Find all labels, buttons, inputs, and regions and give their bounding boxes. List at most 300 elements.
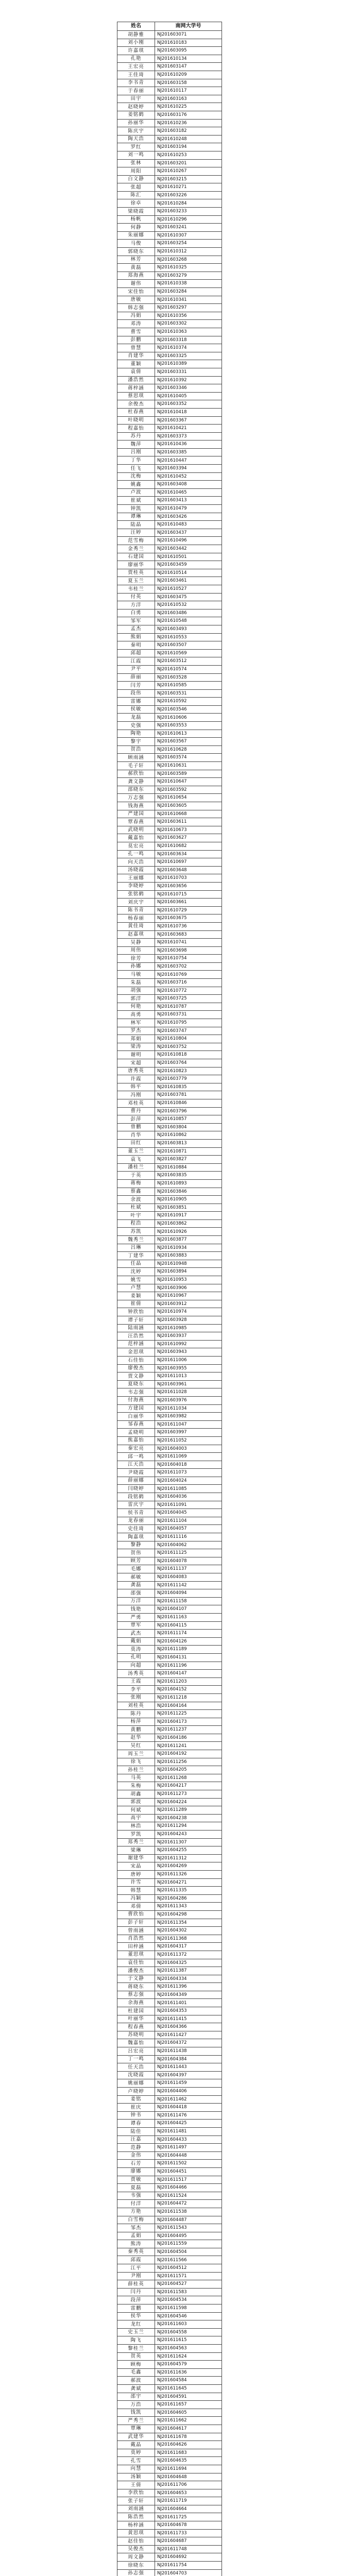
id-cell: NJ201610496 bbox=[155, 537, 222, 545]
table-row bbox=[117, 1131, 222, 1140]
id-cell: NJ201603512 bbox=[155, 657, 222, 666]
table-row bbox=[117, 1637, 222, 1646]
name-cell: 王倩 bbox=[117, 2481, 155, 2489]
name-cell: 赵佳怡 bbox=[117, 2537, 155, 2546]
name-cell: 顾梅 bbox=[117, 2361, 155, 2369]
name-cell: 孟娟 bbox=[117, 2232, 155, 2240]
name-cell: 邵强 bbox=[117, 1589, 155, 1598]
name-cell: 魏萍 bbox=[117, 440, 155, 449]
table-row bbox=[117, 2433, 222, 2441]
id-cell: NJ201611636 bbox=[155, 2368, 222, 2377]
id-cell: NJ201611137 bbox=[155, 1565, 222, 1573]
name-cell: 王丽娜 bbox=[117, 874, 155, 883]
id-cell: NJ201603176 bbox=[155, 111, 222, 119]
table-row bbox=[117, 722, 222, 730]
table-row bbox=[117, 2497, 222, 2505]
table-row bbox=[117, 2296, 222, 2304]
table-row bbox=[117, 1935, 222, 1943]
name-cell: 杨帆 bbox=[117, 215, 155, 224]
name-cell: 何静 bbox=[117, 224, 155, 232]
name-cell: 于春丽 bbox=[117, 87, 155, 95]
id-cell: NJ201611013 bbox=[155, 1372, 222, 1381]
name-cell: 蔡思琪 bbox=[117, 392, 155, 400]
name-cell: 姜铭鹤 bbox=[117, 111, 155, 119]
table-row bbox=[117, 1878, 222, 1887]
table-row bbox=[117, 2071, 222, 2079]
id-cell: NJ201603592 bbox=[155, 786, 222, 794]
id-cell: NJ201610715 bbox=[155, 890, 222, 899]
name-cell: 夏晓东 bbox=[117, 1380, 155, 1388]
id-cell: NJ201611125 bbox=[155, 1549, 222, 1557]
id-cell: NJ201604579 bbox=[155, 2361, 222, 2369]
table-row bbox=[117, 1364, 222, 1372]
id-cell: NJ201603182 bbox=[155, 127, 222, 135]
table-row bbox=[117, 425, 222, 433]
name-cell: 段伟 bbox=[117, 689, 155, 698]
table-row bbox=[117, 472, 222, 481]
id-cell: NJ201611294 bbox=[155, 1822, 222, 1831]
table-row bbox=[117, 2127, 222, 2136]
name-cell: 张超 bbox=[117, 183, 155, 192]
id-cell: NJ201603493 bbox=[155, 625, 222, 633]
table-row bbox=[117, 2280, 222, 2289]
name-cell: 郑娟 bbox=[117, 1035, 155, 1043]
table-row bbox=[117, 1228, 222, 1236]
name-cell: 郑秀兰 bbox=[117, 1838, 155, 1846]
name-cell: 史强 bbox=[117, 722, 155, 730]
id-cell: NJ201603331 bbox=[155, 368, 222, 376]
name-cell: 陈汇 bbox=[117, 191, 155, 199]
table-row bbox=[117, 625, 222, 633]
id-cell: NJ201611645 bbox=[155, 2384, 222, 2393]
id-cell: NJ201610741 bbox=[155, 939, 222, 947]
table-row bbox=[117, 2368, 222, 2377]
table-row bbox=[117, 649, 222, 657]
name-cell: 钟欣怡 bbox=[117, 1308, 155, 1316]
table-row bbox=[117, 2088, 222, 2096]
name-cell: 钟凯 bbox=[117, 505, 155, 513]
id-cell: NJ201604217 bbox=[155, 1782, 222, 1790]
table-row bbox=[117, 71, 222, 79]
name-cell: 邱超 bbox=[117, 649, 155, 657]
name-cell: 顾雨涵 bbox=[117, 754, 155, 762]
table-row bbox=[117, 1356, 222, 1364]
id-cell: NJ201610682 bbox=[155, 842, 222, 850]
id-cell: NJ201611343 bbox=[155, 1903, 222, 1911]
name-cell: 邹杰 bbox=[117, 2224, 155, 2232]
id-cell: NJ201610884 bbox=[155, 1163, 222, 1172]
name-cell: 谭春 bbox=[117, 2120, 155, 2128]
name-cell: 潘浩然 bbox=[117, 376, 155, 384]
table-row bbox=[117, 1927, 222, 1935]
name-cell: 刘庆宇 bbox=[117, 899, 155, 907]
name-cell: 赵华 bbox=[117, 1734, 155, 1742]
name-cell: 向超 bbox=[117, 1662, 155, 1670]
table-row bbox=[117, 79, 222, 87]
name-cell: 金思琪 bbox=[117, 1348, 155, 1357]
name-cell: 邱霞 bbox=[117, 2256, 155, 2264]
id-cell: NJ201611683 bbox=[155, 2449, 222, 2457]
name-cell: 范静 bbox=[117, 2144, 155, 2152]
name-cell: 杨梓涵 bbox=[117, 2521, 155, 2530]
id-cell: NJ201604192 bbox=[155, 1750, 222, 1758]
name-cell: 龙磊 bbox=[117, 714, 155, 722]
name-cell: 孙志强 bbox=[117, 2569, 155, 2576]
id-cell: NJ201611028 bbox=[155, 1388, 222, 1397]
table-row bbox=[117, 1509, 222, 1517]
id-cell: NJ201603297 bbox=[155, 304, 222, 312]
id-cell: NJ201603943 bbox=[155, 1348, 222, 1357]
name-cell: 王佳琦 bbox=[117, 71, 155, 79]
name-cell: 李欣怡 bbox=[117, 2489, 155, 2497]
id-cell: NJ201610772 bbox=[155, 987, 222, 995]
id-cell: NJ201603426 bbox=[155, 513, 222, 521]
table-row bbox=[117, 657, 222, 666]
id-cell: NJ201604057 bbox=[155, 1525, 222, 1533]
id-cell: NJ201611387 bbox=[155, 1967, 222, 1975]
id-cell: NJ201603955 bbox=[155, 1364, 222, 1372]
id-cell: NJ201603894 bbox=[155, 1268, 222, 1276]
id-cell: NJ201603835 bbox=[155, 1172, 222, 1180]
table-row bbox=[117, 1814, 222, 1822]
table-row bbox=[117, 1870, 222, 1878]
table-row bbox=[117, 633, 222, 641]
id-cell: NJ201604534 bbox=[155, 2296, 222, 2304]
id-cell: NJ201604605 bbox=[155, 2409, 222, 2417]
table-row bbox=[117, 231, 222, 240]
name-cell: 邹军 bbox=[117, 617, 155, 625]
table-row bbox=[117, 2304, 222, 2313]
name-cell: 沈梅 bbox=[117, 472, 155, 481]
table-row bbox=[117, 2007, 222, 2015]
table-row bbox=[117, 1501, 222, 1509]
name-cell: 贺浩 bbox=[117, 745, 155, 754]
name-cell: 万洋 bbox=[117, 1597, 155, 1605]
id-cell: NJ201611694 bbox=[155, 2465, 222, 2473]
name-cell: 钱凯 bbox=[117, 2409, 155, 2417]
table-row bbox=[117, 1107, 222, 1115]
name-cell: 陶艳 bbox=[117, 730, 155, 738]
table-row bbox=[117, 39, 222, 47]
table-row bbox=[117, 1035, 222, 1043]
name-cell: 万志强 bbox=[117, 794, 155, 802]
id-cell: NJ201604546 bbox=[155, 2312, 222, 2320]
table-row bbox=[117, 111, 222, 119]
table-row bbox=[117, 802, 222, 810]
id-cell: NJ201611524 bbox=[155, 2192, 222, 2200]
id-cell: NJ201610893 bbox=[155, 1179, 222, 1188]
name-cell: 顾芳 bbox=[117, 1557, 155, 1565]
name-cell: 杜建国 bbox=[117, 2007, 155, 2015]
id-cell: NJ201603413 bbox=[155, 497, 222, 505]
table-row bbox=[117, 95, 222, 103]
id-cell: NJ201611427 bbox=[155, 2031, 222, 2039]
table-row bbox=[117, 2473, 222, 2481]
id-cell: NJ201603937 bbox=[155, 1332, 222, 1341]
table-row bbox=[117, 1284, 222, 1292]
name-cell: 石建国 bbox=[117, 553, 155, 561]
name-cell: 蒋晓东 bbox=[117, 1983, 155, 1991]
id-cell: NJ201611443 bbox=[155, 2063, 222, 2072]
name-cell: 钱海燕 bbox=[117, 802, 155, 810]
id-cell: NJ201611241 bbox=[155, 1742, 222, 1750]
name-cell: 崔斌 bbox=[117, 497, 155, 505]
id-cell: NJ201611047 bbox=[155, 1420, 222, 1429]
table-row bbox=[117, 1533, 222, 1541]
name-cell: 孟晓明 bbox=[117, 1429, 155, 1437]
id-cell: NJ201610769 bbox=[155, 971, 222, 979]
table-row bbox=[117, 946, 222, 955]
name-cell: 许嘉琪 bbox=[117, 47, 155, 55]
id-cell: NJ201604617 bbox=[155, 2425, 222, 2433]
table-row bbox=[117, 408, 222, 416]
table-row bbox=[117, 2256, 222, 2264]
name-cell: 邵晓东 bbox=[117, 786, 155, 794]
name-cell: 汪嘉 bbox=[117, 2136, 155, 2144]
table-row bbox=[117, 2136, 222, 2144]
id-cell: NJ201603284 bbox=[155, 288, 222, 296]
table-row bbox=[117, 2505, 222, 2513]
id-cell: NJ201610392 bbox=[155, 376, 222, 384]
id-cell: NJ201603683 bbox=[155, 930, 222, 939]
name-cell: 陈丹 bbox=[117, 1710, 155, 1718]
table-row bbox=[117, 368, 222, 376]
table-row bbox=[117, 2144, 222, 2152]
table-row bbox=[117, 914, 222, 923]
table-row bbox=[117, 1276, 222, 1284]
table-row bbox=[117, 553, 222, 561]
id-cell: NJ201603531 bbox=[155, 689, 222, 698]
name-cell: 田红 bbox=[117, 1139, 155, 1147]
name-cell: 贺伟 bbox=[117, 1549, 155, 1557]
name-cell: 袁佳怡 bbox=[117, 1959, 155, 1967]
name-cell: 莫涛 bbox=[117, 1646, 155, 1654]
id-cell: NJ201604147 bbox=[155, 1670, 222, 1678]
table-row bbox=[117, 2208, 222, 2216]
id-cell: NJ201604173 bbox=[155, 1718, 222, 1726]
id-cell: NJ201611559 bbox=[155, 2240, 222, 2248]
id-cell: NJ201603459 bbox=[155, 561, 222, 569]
id-cell: NJ201611401 bbox=[155, 1999, 222, 2007]
table-row bbox=[117, 2320, 222, 2329]
name-cell: 刘小刚 bbox=[117, 39, 155, 47]
id-cell: NJ201603367 bbox=[155, 416, 222, 425]
name-cell: 闫丹 bbox=[117, 2288, 155, 2296]
table-row bbox=[117, 400, 222, 409]
id-cell: NJ201604653 bbox=[155, 2489, 222, 2497]
name-cell: 姜铭 bbox=[117, 2095, 155, 2104]
table-row bbox=[117, 2361, 222, 2369]
name-cell: 吕宏亮 bbox=[117, 2047, 155, 2056]
table-row bbox=[117, 1469, 222, 1477]
id-cell: NJ201611678 bbox=[155, 2433, 222, 2441]
id-cell: NJ201610926 bbox=[155, 1228, 222, 1236]
table-row bbox=[117, 2513, 222, 2521]
name-cell: 黄磊 bbox=[117, 264, 155, 272]
table-row bbox=[117, 529, 222, 537]
name-cell: 雷庆宇 bbox=[117, 1501, 155, 1509]
id-cell: NJ201611372 bbox=[155, 1951, 222, 1959]
name-cell: 田梓涵 bbox=[117, 1943, 155, 1951]
table-row bbox=[117, 545, 222, 553]
table-row bbox=[117, 665, 222, 673]
name-cell: 孔一鸣 bbox=[117, 850, 155, 858]
name-cell: 黎静 bbox=[117, 1541, 155, 1549]
id-cell: NJ201611069 bbox=[155, 1453, 222, 1461]
name-cell: 方洋 bbox=[117, 601, 155, 609]
name-cell: 肖华 bbox=[117, 1131, 155, 1140]
id-cell: NJ201611158 bbox=[155, 1597, 222, 1605]
name-cell: 黎宇 bbox=[117, 738, 155, 746]
table-row bbox=[117, 1734, 222, 1742]
id-cell: NJ201611218 bbox=[155, 1693, 222, 1702]
table-row bbox=[117, 1268, 222, 1276]
id-cell: NJ201611091 bbox=[155, 1501, 222, 1509]
table-row bbox=[117, 2441, 222, 2449]
table-row bbox=[117, 2553, 222, 2562]
table-row bbox=[117, 2039, 222, 2047]
table-row bbox=[117, 1597, 222, 1605]
table-row bbox=[117, 127, 222, 135]
id-cell: NJ201604687 bbox=[155, 2537, 222, 2546]
name-cell: 戴娟 bbox=[117, 1637, 155, 1646]
table-row bbox=[117, 1910, 222, 1919]
table-row bbox=[117, 2120, 222, 2128]
table-row bbox=[117, 376, 222, 384]
id-cell: NJ201603553 bbox=[155, 722, 222, 730]
name-cell: 赵嘉琪 bbox=[117, 930, 155, 939]
table-row bbox=[117, 208, 222, 216]
table-row bbox=[117, 745, 222, 754]
table-row bbox=[117, 826, 222, 834]
table-row bbox=[117, 1340, 222, 1348]
name-cell: 龙红 bbox=[117, 2320, 155, 2329]
id-cell: NJ201610703 bbox=[155, 874, 222, 883]
id-cell: NJ201603475 bbox=[155, 593, 222, 601]
table-row bbox=[117, 1493, 222, 1501]
table-row bbox=[117, 1790, 222, 1799]
table-row bbox=[117, 248, 222, 256]
name-cell: 徐芳 bbox=[117, 955, 155, 963]
id-cell: NJ201603716 bbox=[155, 979, 222, 987]
name-cell: 付英 bbox=[117, 593, 155, 601]
table-row bbox=[117, 834, 222, 842]
id-cell: NJ201604238 bbox=[155, 1814, 222, 1822]
table-row bbox=[117, 47, 222, 55]
id-cell: NJ201604302 bbox=[155, 1927, 222, 1935]
table-row bbox=[117, 1710, 222, 1718]
table-row bbox=[117, 1179, 222, 1188]
name-cell: 梁晓霞 bbox=[117, 208, 155, 216]
id-cell: NJ201604224 bbox=[155, 1798, 222, 1806]
name-cell: 曾鹏 bbox=[117, 1123, 155, 1131]
id-cell: NJ201610585 bbox=[155, 682, 222, 690]
id-cell: NJ201603877 bbox=[155, 1236, 222, 1244]
name-cell: 贾桂英 bbox=[117, 569, 155, 577]
id-cell: NJ201603442 bbox=[155, 545, 222, 553]
table-row bbox=[117, 569, 222, 577]
name-cell: 熊嘉怡 bbox=[117, 1436, 155, 1445]
table-row bbox=[117, 272, 222, 280]
name-cell: 郑海燕 bbox=[117, 272, 155, 280]
table-row bbox=[117, 1172, 222, 1180]
name-cell: 白文静 bbox=[117, 175, 155, 183]
table-row bbox=[117, 2393, 222, 2401]
id-cell: NJ201611237 bbox=[155, 1726, 222, 1734]
id-cell: NJ201603546 bbox=[155, 705, 222, 714]
name-cell: 杨萍 bbox=[117, 1718, 155, 1726]
table-row bbox=[117, 601, 222, 609]
table-row bbox=[117, 962, 222, 971]
name-cell: 龚磊 bbox=[117, 1581, 155, 1589]
name-cell: 汤晓霞 bbox=[117, 866, 155, 874]
id-cell: NJ201611497 bbox=[155, 2144, 222, 2152]
name-cell: 谢伟 bbox=[117, 280, 155, 288]
table-row bbox=[117, 1943, 222, 1951]
id-cell: NJ201603589 bbox=[155, 770, 222, 778]
table-row bbox=[117, 1091, 222, 1099]
table-row bbox=[117, 328, 222, 336]
table-row bbox=[117, 2336, 222, 2345]
id-cell: NJ201603752 bbox=[155, 1043, 222, 1051]
name-cell: 雷鹏 bbox=[117, 2304, 155, 2313]
id-cell: NJ201603731 bbox=[155, 1011, 222, 1019]
table-row bbox=[117, 2079, 222, 2088]
id-cell: NJ201611476 bbox=[155, 2111, 222, 2120]
name-cell: 卢波 bbox=[117, 488, 155, 497]
name-cell: 史佳琦 bbox=[117, 1525, 155, 1533]
table-row bbox=[117, 2417, 222, 2425]
name-cell: 郭波 bbox=[117, 1798, 155, 1806]
name-cell: 汪浩然 bbox=[117, 1332, 155, 1341]
id-cell: NJ201610312 bbox=[155, 248, 222, 256]
id-cell: NJ201603158 bbox=[155, 79, 222, 87]
name-cell: 侯敏 bbox=[117, 705, 155, 714]
table-row bbox=[117, 2345, 222, 2353]
name-cell: 戴晶 bbox=[117, 2441, 155, 2449]
id-cell: NJ201604472 bbox=[155, 2200, 222, 2208]
table-row bbox=[117, 1975, 222, 1983]
name-cell: 汤颖 bbox=[117, 2473, 155, 2481]
id-cell: NJ201610374 bbox=[155, 344, 222, 352]
table-row bbox=[117, 1429, 222, 1437]
table-row bbox=[117, 1951, 222, 1959]
table-row bbox=[117, 2377, 222, 2385]
name-cell: 胡强 bbox=[117, 987, 155, 995]
id-cell: NJ201610574 bbox=[155, 665, 222, 673]
name-cell: 魏嘉怡 bbox=[117, 2039, 155, 2047]
table-row bbox=[117, 1212, 222, 1220]
id-cell: NJ201604107 bbox=[155, 1605, 222, 1614]
name-cell: 吴红 bbox=[117, 1742, 155, 1750]
name-cell: 夏磊 bbox=[117, 2184, 155, 2192]
id-cell: NJ201604036 bbox=[155, 1493, 222, 1501]
id-cell: NJ201603071 bbox=[155, 31, 222, 39]
id-cell: NJ201603394 bbox=[155, 465, 222, 473]
name-cell: 毛鑫 bbox=[117, 2368, 155, 2377]
name-cell: 白勇 bbox=[117, 609, 155, 617]
table-row bbox=[117, 1123, 222, 1131]
name-cell: 杜斌 bbox=[117, 1204, 155, 1212]
id-cell: NJ201611116 bbox=[155, 1533, 222, 1541]
table-row bbox=[117, 2111, 222, 2120]
id-cell: NJ201610363 bbox=[155, 328, 222, 336]
id-cell: NJ201611517 bbox=[155, 2176, 222, 2184]
id-cell: NJ201611538 bbox=[155, 2208, 222, 2216]
table-row bbox=[117, 1461, 222, 1469]
table-row bbox=[117, 1991, 222, 1999]
id-cell: NJ201610795 bbox=[155, 1019, 222, 1027]
